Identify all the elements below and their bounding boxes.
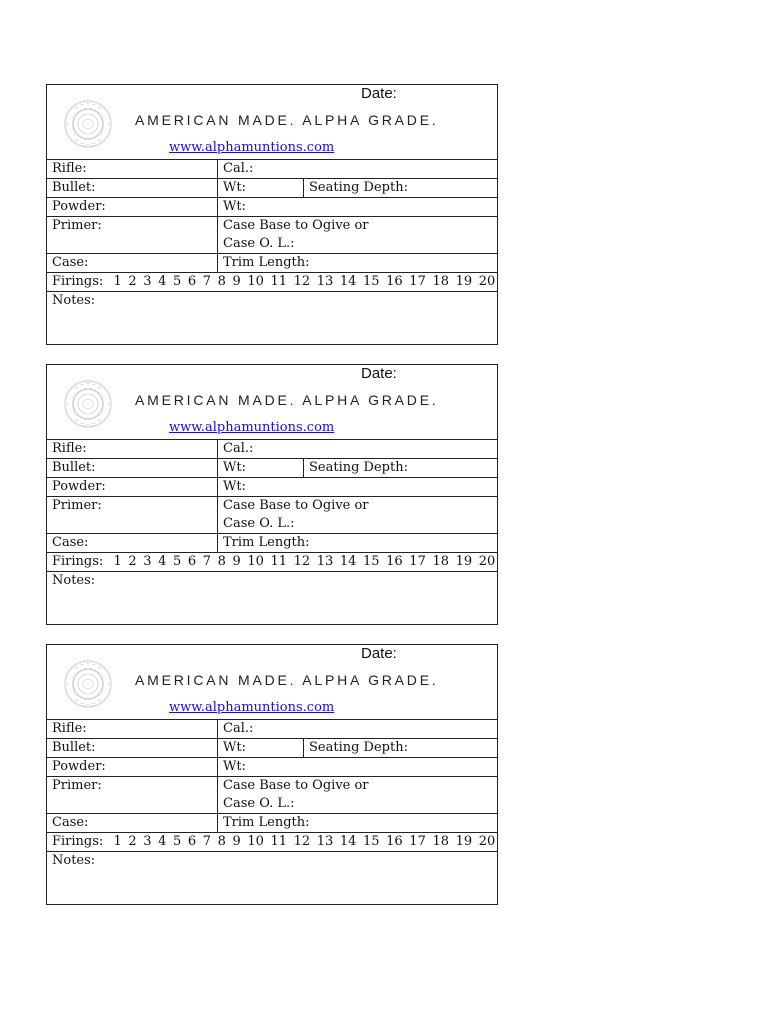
primer-row bbox=[47, 777, 497, 814]
notes-row bbox=[47, 572, 497, 628]
firing-number: 3 bbox=[143, 554, 152, 569]
cal-label: Cal.: bbox=[217, 440, 497, 458]
primer-label: Primer: bbox=[52, 778, 102, 793]
firings-row bbox=[47, 273, 497, 292]
firing-number: 9 bbox=[232, 274, 241, 289]
firing-number: 15 bbox=[363, 554, 380, 569]
bullet-wt-label: Wt: bbox=[217, 179, 303, 197]
firing-number: 11 bbox=[270, 554, 287, 569]
slogan-text: AMERICAN MADE. ALPHA GRADE. bbox=[135, 112, 439, 128]
firings-label: Firings: bbox=[52, 834, 104, 849]
firing-number: 19 bbox=[455, 554, 473, 569]
case-row bbox=[47, 254, 497, 273]
powder-wt-label: Wt: bbox=[217, 198, 497, 216]
firing-number: 17 bbox=[409, 274, 426, 289]
firing-number: 3 bbox=[143, 834, 152, 849]
firing-number: 17 bbox=[409, 554, 426, 569]
card-header bbox=[47, 365, 497, 440]
notes-label: Notes: bbox=[52, 853, 96, 868]
ogive-label bbox=[217, 217, 497, 253]
firings-label: Firings: bbox=[52, 554, 104, 569]
alpha-munitions-logo-icon bbox=[63, 379, 113, 429]
firing-number: 15 bbox=[363, 274, 380, 289]
rifle-row bbox=[47, 440, 497, 459]
rifle-label: Rifle: bbox=[52, 161, 87, 176]
firing-number: 8 bbox=[217, 554, 226, 569]
firing-number: 4 bbox=[158, 834, 167, 849]
alpha-munitions-logo-icon bbox=[63, 99, 113, 149]
case-label: Case: bbox=[52, 255, 89, 270]
powder-row bbox=[47, 198, 497, 217]
firing-number: 15 bbox=[363, 834, 380, 849]
firing-number: 13 bbox=[316, 834, 334, 849]
card-header bbox=[47, 645, 497, 720]
trim-length-label: Trim Length: bbox=[217, 534, 497, 552]
firing-number: 17 bbox=[409, 834, 426, 849]
bullet-row bbox=[47, 739, 497, 758]
card-header bbox=[47, 85, 497, 160]
ogive-label bbox=[217, 497, 497, 533]
firings-list bbox=[47, 273, 497, 291]
date-label: Date: bbox=[361, 85, 397, 102]
slogan-text: AMERICAN MADE. ALPHA GRADE. bbox=[135, 672, 439, 688]
cal-label: Cal.: bbox=[217, 720, 497, 738]
primer-label: Primer: bbox=[52, 498, 102, 513]
case-label: Case: bbox=[52, 815, 89, 830]
firing-number: 13 bbox=[316, 554, 334, 569]
firing-number: 4 bbox=[158, 554, 167, 569]
firing-number: 10 bbox=[247, 834, 264, 849]
firings-list bbox=[47, 833, 497, 851]
firing-number: 6 bbox=[187, 274, 197, 289]
ogive-label-line-1: Case Base to Ogive or bbox=[223, 778, 369, 793]
case-label: Case: bbox=[52, 535, 89, 550]
powder-label: Powder: bbox=[52, 199, 106, 214]
firing-number: 19 bbox=[455, 834, 473, 849]
ogive-label-line-2: Case O. L.: bbox=[223, 236, 295, 251]
firings-row bbox=[47, 833, 497, 852]
firing-number: 6 bbox=[187, 834, 197, 849]
notes-row bbox=[47, 852, 497, 908]
trim-length-label: Trim Length: bbox=[217, 254, 497, 272]
ogive-label-line-1: Case Base to Ogive or bbox=[223, 218, 369, 233]
firing-number: 1 bbox=[113, 834, 122, 849]
load-data-card bbox=[46, 364, 498, 625]
powder-label: Powder: bbox=[52, 479, 106, 494]
firing-number: 7 bbox=[202, 834, 211, 849]
cal-label: Cal.: bbox=[217, 160, 497, 178]
powder-wt-label: Wt: bbox=[217, 478, 497, 496]
load-data-card bbox=[46, 84, 498, 345]
website-link[interactable]: www.alphamuntions.com bbox=[169, 140, 335, 155]
firing-number: 14 bbox=[339, 554, 357, 569]
ogive-label bbox=[217, 777, 497, 813]
bullet-row bbox=[47, 459, 497, 478]
primer-label: Primer: bbox=[52, 218, 102, 233]
slogan-text: AMERICAN MADE. ALPHA GRADE. bbox=[135, 392, 439, 408]
firing-number: 2 bbox=[128, 274, 137, 289]
notes-row bbox=[47, 292, 497, 348]
firing-number: 20 bbox=[478, 274, 496, 289]
firing-number: 8 bbox=[217, 834, 226, 849]
firing-number: 11 bbox=[270, 274, 287, 289]
bullet-label: Bullet: bbox=[52, 460, 96, 475]
firing-number: 12 bbox=[293, 274, 311, 289]
firing-number: 16 bbox=[386, 274, 403, 289]
rifle-label: Rifle: bbox=[52, 441, 87, 456]
firing-number: 7 bbox=[202, 274, 211, 289]
date-label: Date: bbox=[361, 365, 397, 382]
firing-number: 2 bbox=[128, 834, 137, 849]
firing-number: 1 bbox=[113, 274, 122, 289]
firing-number: 18 bbox=[432, 274, 449, 289]
firing-number: 2 bbox=[128, 554, 137, 569]
rifle-row bbox=[47, 720, 497, 739]
rifle-row bbox=[47, 160, 497, 179]
firing-number: 20 bbox=[478, 834, 496, 849]
firing-number: 18 bbox=[432, 554, 449, 569]
firing-number: 6 bbox=[187, 554, 197, 569]
powder-row bbox=[47, 758, 497, 777]
firing-number: 9 bbox=[232, 834, 241, 849]
powder-row bbox=[47, 478, 497, 497]
trim-length-label: Trim Length: bbox=[217, 814, 497, 832]
firing-number: 3 bbox=[143, 274, 152, 289]
website-link[interactable]: www.alphamuntions.com bbox=[169, 700, 335, 715]
notes-label: Notes: bbox=[52, 293, 96, 308]
firing-number: 10 bbox=[247, 274, 264, 289]
firing-number: 14 bbox=[339, 274, 357, 289]
bullet-row bbox=[47, 179, 497, 198]
firing-number: 13 bbox=[316, 274, 334, 289]
firing-number: 19 bbox=[455, 274, 473, 289]
notes-label: Notes: bbox=[52, 573, 96, 588]
firing-number: 4 bbox=[158, 274, 167, 289]
ogive-label-line-2: Case O. L.: bbox=[223, 796, 295, 811]
firing-number: 5 bbox=[172, 274, 182, 289]
firing-number: 16 bbox=[386, 834, 403, 849]
bullet-wt-label: Wt: bbox=[217, 739, 303, 757]
date-label: Date: bbox=[361, 645, 397, 662]
firing-number: 9 bbox=[232, 554, 241, 569]
firing-number: 16 bbox=[386, 554, 403, 569]
firings-list bbox=[47, 553, 497, 571]
firing-number: 7 bbox=[202, 554, 211, 569]
firing-number: 5 bbox=[172, 834, 182, 849]
firings-label: Firings: bbox=[52, 274, 104, 289]
firing-number: 11 bbox=[270, 834, 287, 849]
ogive-label-line-1: Case Base to Ogive or bbox=[223, 498, 369, 513]
firing-number: 20 bbox=[478, 554, 496, 569]
seating-depth-label: Seating Depth: bbox=[303, 459, 497, 477]
firing-number: 10 bbox=[247, 554, 264, 569]
primer-row bbox=[47, 497, 497, 534]
firings-row bbox=[47, 553, 497, 572]
bullet-wt-label: Wt: bbox=[217, 459, 303, 477]
firing-number: 1 bbox=[113, 554, 122, 569]
website-link[interactable]: www.alphamuntions.com bbox=[169, 420, 335, 435]
alpha-munitions-logo-icon bbox=[63, 659, 113, 709]
firing-number: 8 bbox=[217, 274, 226, 289]
case-row bbox=[47, 534, 497, 553]
case-row bbox=[47, 814, 497, 833]
firing-number: 14 bbox=[339, 834, 357, 849]
primer-row bbox=[47, 217, 497, 254]
seating-depth-label: Seating Depth: bbox=[303, 179, 497, 197]
firing-number: 12 bbox=[293, 834, 311, 849]
bullet-label: Bullet: bbox=[52, 740, 96, 755]
seating-depth-label: Seating Depth: bbox=[303, 739, 497, 757]
firing-number: 5 bbox=[172, 554, 182, 569]
powder-label: Powder: bbox=[52, 759, 106, 774]
firing-number: 18 bbox=[432, 834, 449, 849]
load-data-card bbox=[46, 644, 498, 905]
bullet-label: Bullet: bbox=[52, 180, 96, 195]
firing-number: 12 bbox=[293, 554, 311, 569]
rifle-label: Rifle: bbox=[52, 721, 87, 736]
ogive-label-line-2: Case O. L.: bbox=[223, 516, 295, 531]
powder-wt-label: Wt: bbox=[217, 758, 497, 776]
